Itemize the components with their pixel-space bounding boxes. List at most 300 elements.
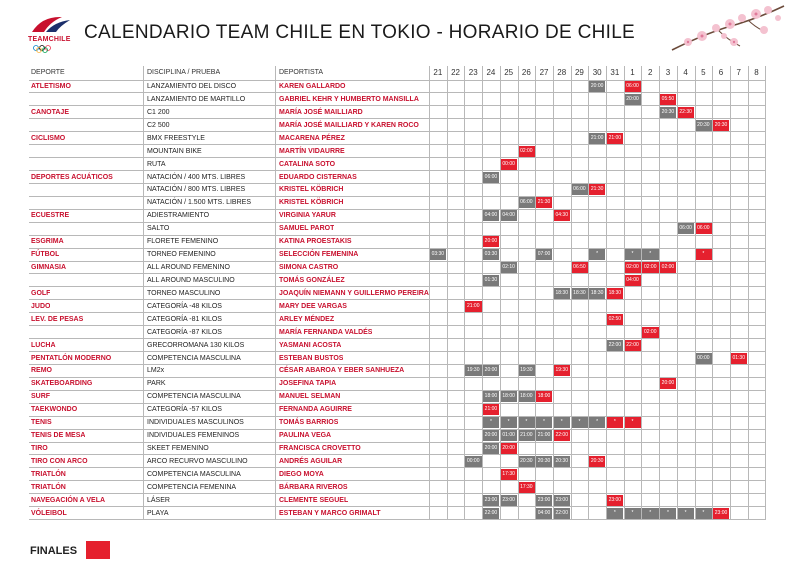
sport-cell: PENTATLÓN MODERNO xyxy=(31,354,112,362)
final-time-cell: 06:50 xyxy=(571,262,588,273)
table-row xyxy=(29,455,769,468)
row-divider xyxy=(29,144,766,145)
athlete-cell: FRANCISCA CROVETTO xyxy=(279,445,361,453)
event-time-cell: 23:00 xyxy=(553,495,570,506)
table-row xyxy=(29,209,769,222)
sport-cell: ECUESTRE xyxy=(31,212,70,220)
olympic-rings-icon xyxy=(32,45,62,53)
row-divider xyxy=(29,325,766,326)
discipline-cell: TORNEO FEMENINO xyxy=(147,251,216,259)
row-divider xyxy=(29,519,766,520)
final-time-cell: 20:30 xyxy=(589,456,606,467)
final-time-cell: 06:00 xyxy=(695,223,712,234)
final-time-cell: 22:00 xyxy=(553,430,570,441)
event-time-cell: * xyxy=(695,508,712,519)
event-time-cell: 22:00 xyxy=(607,340,624,351)
table-row xyxy=(29,494,769,507)
event-time-cell: 07:00 xyxy=(536,249,553,260)
final-time-cell: 20:00 xyxy=(660,378,677,389)
discipline-cell: NATACIÓN / 1.500 MTS. LIBRES xyxy=(147,199,251,207)
cherry-blossom-icon xyxy=(668,2,786,54)
athlete-cell: TOMÁS GONZÁLEZ xyxy=(279,276,345,284)
event-time-cell: * xyxy=(553,417,570,428)
sport-cell: CANOTAJE xyxy=(31,108,69,116)
row-divider xyxy=(29,222,766,223)
day-header: 21 xyxy=(433,68,443,77)
event-time-cell: 23:00 xyxy=(483,495,500,506)
discipline-cell: ALL AROUND FEMENINO xyxy=(147,264,230,272)
column-divider xyxy=(606,66,607,520)
column-divider xyxy=(553,66,554,520)
column-divider xyxy=(730,66,731,520)
sport-cell: ESGRIMA xyxy=(31,238,64,246)
discipline-cell: LM2x xyxy=(147,367,165,375)
final-time-cell: 18:30 xyxy=(607,288,624,299)
final-time-cell: 20:00 xyxy=(500,443,517,454)
day-header: 7 xyxy=(736,68,741,77)
page-header xyxy=(0,0,800,62)
row-divider xyxy=(29,183,766,184)
athlete-cell: KRISTEL KÖBRICH xyxy=(279,186,344,194)
discipline-cell: COMPETENCIA MASCULINA xyxy=(147,470,241,478)
day-header: 26 xyxy=(521,68,531,77)
event-time-cell: * xyxy=(589,249,606,260)
event-time-cell: * xyxy=(642,249,659,260)
athlete-cell: MARTÍN VIDAURRE xyxy=(279,147,345,155)
day-header: 22 xyxy=(451,68,460,77)
event-time-cell: 19:30 xyxy=(465,365,482,376)
discipline-cell: NATACIÓN / 400 MTS. LIBRES xyxy=(147,173,246,181)
day-header: 6 xyxy=(718,68,724,77)
column-divider xyxy=(641,66,642,520)
table-row xyxy=(29,507,769,520)
table-row xyxy=(29,183,769,196)
day-header: 2 xyxy=(648,68,653,77)
event-time-cell: 04:00 xyxy=(483,210,500,221)
discipline-cell: INDIVIDUALES MASCULINOS xyxy=(147,419,244,427)
row-divider xyxy=(29,105,766,106)
final-time-cell: 22:30 xyxy=(677,107,694,118)
discipline-cell: MOUNTAIN BIKE xyxy=(147,147,202,155)
final-time-cell: 02:00 xyxy=(518,146,535,157)
row-divider xyxy=(29,493,766,494)
table-row xyxy=(29,429,769,442)
table-row xyxy=(29,442,769,455)
discipline-cell: SKEET FEMENINO xyxy=(147,445,209,453)
row-divider xyxy=(29,92,766,93)
final-time-cell: 04:00 xyxy=(624,275,641,286)
table-row xyxy=(29,274,769,287)
day-header: 29 xyxy=(574,68,584,77)
event-time-cell: 20:00 xyxy=(624,94,641,105)
table-row xyxy=(29,158,769,171)
row-divider xyxy=(29,299,766,300)
discipline-cell: NATACIÓN / 800 MTS. LIBRES xyxy=(147,186,246,194)
row-divider xyxy=(29,351,766,352)
final-time-cell: 22:00 xyxy=(624,340,641,351)
athlete-cell: MACARENA PÉREZ xyxy=(279,134,345,142)
event-time-cell: * xyxy=(536,417,553,428)
row-divider xyxy=(29,118,766,119)
event-time-cell: 20:30 xyxy=(518,456,535,467)
discipline-cell: PARK xyxy=(147,380,166,388)
final-time-cell: 02:00 xyxy=(624,262,641,273)
discipline-cell: BMX FREESTYLE xyxy=(147,134,205,142)
table-row xyxy=(29,248,769,261)
sport-cell: VÓLEIBOL xyxy=(31,509,67,517)
discipline-cell: GRECORROMANA 130 KILOS xyxy=(147,341,245,349)
athlete-cell: ESTEBAN BUSTOS xyxy=(279,354,344,362)
event-time-cell: 20:30 xyxy=(553,456,570,467)
sport-cell: REMO xyxy=(31,367,52,375)
discipline-cell: ARCO RECURVO MASCULINO xyxy=(147,457,248,465)
row-divider xyxy=(29,80,766,81)
table-header-row xyxy=(29,66,769,79)
athlete-cell: CLEMENTE SEGUEL xyxy=(279,496,349,504)
day-header: 27 xyxy=(539,68,549,77)
event-time-cell: * xyxy=(642,508,659,519)
discipline-cell: LÁSER xyxy=(147,496,170,504)
logo-mark-icon xyxy=(28,14,74,36)
athlete-cell: ARLEY MÉNDEZ xyxy=(279,315,335,323)
event-time-cell: 00:00 xyxy=(465,456,482,467)
event-time-cell: 21:00 xyxy=(518,430,535,441)
final-time-cell: * xyxy=(695,249,712,260)
discipline-cell: LANZAMIENTO DE MARTILLO xyxy=(147,95,246,103)
event-time-cell: * xyxy=(589,417,606,428)
final-time-cell: 20:30 xyxy=(713,120,730,131)
sport-cell: ATLETISMO xyxy=(31,83,71,90)
event-time-cell: 03:30 xyxy=(483,249,500,260)
final-time-cell: 00:00 xyxy=(500,159,517,170)
event-time-cell: 18:30 xyxy=(553,288,570,299)
row-divider xyxy=(29,261,766,262)
row-divider xyxy=(29,312,766,313)
discipline-cell: COMPETENCIA MASCULINA xyxy=(147,354,241,362)
day-header: 24 xyxy=(486,68,496,77)
table-row xyxy=(29,287,769,300)
event-time-cell: 18:00 xyxy=(483,391,500,402)
table-row xyxy=(29,416,769,429)
final-time-cell: 21:00 xyxy=(607,133,624,144)
event-time-cell: 23:00 xyxy=(536,495,553,506)
sport-cell: TRIATLÓN xyxy=(31,470,66,478)
athlete-cell: KATINA PROESTAKIS xyxy=(279,238,352,246)
day-header: 30 xyxy=(592,68,602,77)
column-divider xyxy=(482,66,483,520)
day-header: 1 xyxy=(630,68,635,77)
event-time-cell: 06:00 xyxy=(483,172,500,183)
row-divider xyxy=(29,235,766,236)
column-divider xyxy=(535,66,536,520)
column-divider xyxy=(712,66,713,520)
event-time-cell: 21:00 xyxy=(589,133,606,144)
table-row xyxy=(29,106,769,119)
column-divider xyxy=(143,66,144,520)
event-time-cell: * xyxy=(483,417,500,428)
event-time-cell: 06:00 xyxy=(571,184,588,195)
sport-cell: GOLF xyxy=(31,289,51,297)
athlete-cell: MARÍA JOSÉ MAILLIARD xyxy=(279,108,363,116)
table-row xyxy=(29,339,769,352)
column-divider xyxy=(677,66,678,520)
row-divider xyxy=(29,403,766,404)
table-row xyxy=(29,468,769,481)
final-time-cell: 23:00 xyxy=(713,508,730,519)
day-header: 23 xyxy=(468,68,478,77)
discipline-cell: CATEGORÍA -57 KILOS xyxy=(147,406,222,414)
column-divider xyxy=(464,66,465,520)
final-time-cell: 21:30 xyxy=(589,184,606,195)
event-time-cell: 04:00 xyxy=(536,508,553,519)
discipline-cell: RUTA xyxy=(147,160,166,168)
row-divider xyxy=(29,338,766,339)
row-divider xyxy=(29,377,766,378)
row-divider xyxy=(29,429,766,430)
discipline-cell: ADIESTRAMIENTO xyxy=(147,212,210,220)
row-divider xyxy=(29,170,766,171)
sport-cell: TENIS DE MESA xyxy=(31,432,86,440)
sport-cell: TRIATLÓN xyxy=(31,483,66,491)
final-time-cell: 04:30 xyxy=(553,210,570,221)
final-time-cell: 18:00 xyxy=(536,391,553,402)
athlete-cell: VIRGINIA YARUR xyxy=(279,212,336,220)
athlete-cell: JOAQUÍN NIEMANN Y GUILLERMO PEREIRA xyxy=(279,289,429,297)
sport-cell: SKATEBOARDING xyxy=(31,380,93,388)
event-time-cell: 20:00 xyxy=(589,81,606,92)
final-time-cell: 02:00 xyxy=(660,262,677,273)
sport-cell: NAVEGACIÓN A VELA xyxy=(31,496,106,504)
column-divider xyxy=(748,66,749,520)
event-time-cell: * xyxy=(660,508,677,519)
table-row xyxy=(29,403,769,416)
event-time-cell: 18:30 xyxy=(589,288,606,299)
sport-cell: TIRO xyxy=(31,445,48,453)
legend-final-swatch xyxy=(86,541,110,559)
athlete-cell: GABRIEL KEHR Y HUMBERTO MANSILLA xyxy=(279,95,419,103)
table-row xyxy=(29,313,769,326)
sport-cell: LEV. DE PESAS xyxy=(31,315,84,323)
event-time-cell: 03:30 xyxy=(430,249,447,260)
column-header-discipline: DISCIPLINA / PRUEBA xyxy=(147,69,221,76)
event-time-cell: * xyxy=(518,417,535,428)
final-time-cell: 17:30 xyxy=(518,482,535,493)
row-divider xyxy=(29,480,766,481)
event-time-cell: * xyxy=(677,508,694,519)
sport-cell: FÚTBOL xyxy=(31,251,60,259)
column-divider xyxy=(588,66,589,520)
row-divider xyxy=(29,416,766,417)
event-time-cell: 02:10 xyxy=(500,262,517,273)
athlete-cell: ANDRÉS AGUILAR xyxy=(279,457,343,465)
column-divider xyxy=(500,66,501,520)
athlete-cell: JOSEFINA TAPIA xyxy=(279,380,337,388)
row-divider xyxy=(29,196,766,197)
athlete-cell: CÉSAR ABAROA Y EBER SANHUEZA xyxy=(279,367,405,375)
table-row xyxy=(29,481,769,494)
athlete-cell: YASMANI ACOSTA xyxy=(279,341,342,349)
discipline-cell: ALL AROUND MASCULINO xyxy=(147,276,235,284)
final-time-cell: 06:00 xyxy=(624,81,641,92)
athlete-cell: MARÍA FERNANDA VALDÉS xyxy=(279,328,373,336)
event-time-cell: * xyxy=(500,417,517,428)
discipline-cell: INDIVIDUALES FEMENINOS xyxy=(147,432,240,440)
sport-cell: CICLISMO xyxy=(31,134,66,142)
discipline-cell: COMPETENCIA MASCULINA xyxy=(147,393,241,401)
row-divider xyxy=(29,209,766,210)
sport-cell: SURF xyxy=(31,393,51,401)
event-time-cell: 18:30 xyxy=(571,288,588,299)
event-time-cell: * xyxy=(624,508,641,519)
event-time-cell: 01:00 xyxy=(500,430,517,441)
event-time-cell: 20:00 xyxy=(483,365,500,376)
table-row xyxy=(29,377,769,390)
sport-cell: LUCHA xyxy=(31,341,56,349)
athlete-cell: SELECCIÓN FEMENINA xyxy=(279,251,359,259)
column-divider xyxy=(518,66,519,520)
table-row xyxy=(29,80,769,93)
athlete-cell: KAREN GALLARDO xyxy=(279,83,346,90)
row-divider xyxy=(29,390,766,391)
event-time-cell: 20:30 xyxy=(660,107,677,118)
event-time-cell: 20:00 xyxy=(483,430,500,441)
table-row xyxy=(29,364,769,377)
column-divider xyxy=(571,66,572,520)
table-row xyxy=(29,196,769,209)
athlete-cell: FERNANDA AGUIRRE xyxy=(279,406,352,414)
row-divider xyxy=(29,273,766,274)
discipline-cell: LANZAMIENTO DEL DISCO xyxy=(147,83,237,90)
column-divider xyxy=(695,66,696,520)
event-time-cell: 19:30 xyxy=(518,365,535,376)
event-time-cell: 20:30 xyxy=(695,120,712,131)
team-chile-logo xyxy=(28,14,74,54)
event-time-cell: * xyxy=(571,417,588,428)
event-time-cell: 20:30 xyxy=(536,456,553,467)
day-header: 8 xyxy=(754,68,759,77)
day-header: 5 xyxy=(701,68,706,77)
athlete-cell: SIMONA CASTRO xyxy=(279,264,339,272)
discipline-cell: CATEGORÍA -87 KILOS xyxy=(147,328,222,336)
row-divider xyxy=(29,467,766,468)
row-divider xyxy=(29,286,766,287)
sport-cell: JUDO xyxy=(31,302,51,310)
final-time-cell: 23:00 xyxy=(607,495,624,506)
day-header: 4 xyxy=(683,68,688,77)
discipline-cell: C2 500 xyxy=(147,121,170,129)
column-divider xyxy=(624,66,625,520)
athlete-cell: CATALINA SOTO xyxy=(279,160,336,168)
athlete-cell: MARÍA JOSÉ MAILLIARD Y KAREN ROCO xyxy=(279,121,419,129)
event-time-cell: 20:00 xyxy=(483,443,500,454)
event-time-cell: 22:00 xyxy=(553,508,570,519)
row-divider xyxy=(29,248,766,249)
column-divider xyxy=(765,66,766,520)
discipline-cell: TORNEO MASCULINO xyxy=(147,289,221,297)
event-time-cell: 23:00 xyxy=(500,495,517,506)
event-time-cell: 21:00 xyxy=(536,430,553,441)
athlete-cell: PAULINA VEGA xyxy=(279,432,332,440)
table-row xyxy=(29,390,769,403)
table-row xyxy=(29,326,769,339)
final-time-cell: * xyxy=(624,417,641,428)
legend-label: FINALES xyxy=(30,545,78,557)
event-time-cell: 06:00 xyxy=(518,197,535,208)
final-time-cell: 05:50 xyxy=(660,94,677,105)
athlete-cell: TOMÁS BARRIOS xyxy=(279,419,339,427)
athlete-cell: DIEGO MOYA xyxy=(279,470,324,478)
discipline-cell: COMPETENCIA FEMENINA xyxy=(147,483,237,491)
event-time-cell: 06:00 xyxy=(677,223,694,234)
final-time-cell: 21:00 xyxy=(483,404,500,415)
event-time-cell: 18:00 xyxy=(500,391,517,402)
row-divider xyxy=(29,506,766,507)
event-time-cell: 18:00 xyxy=(518,391,535,402)
column-divider xyxy=(447,66,448,520)
sport-cell: GIMNASIA xyxy=(31,264,66,272)
column-header-sport: DEPORTE xyxy=(31,69,65,76)
sport-cell: TIRO CON ARCO xyxy=(31,457,88,465)
discipline-cell: SALTO xyxy=(147,225,170,233)
discipline-cell: PLAYA xyxy=(147,509,169,517)
table-row xyxy=(29,300,769,313)
table-row xyxy=(29,235,769,248)
discipline-cell: CATEGORÍA -48 KILOS xyxy=(147,302,222,310)
table-row xyxy=(29,352,769,365)
event-time-cell: * xyxy=(624,249,641,260)
final-time-cell: 01:30 xyxy=(730,353,747,364)
athlete-cell: EDUARDO CISTERNAS xyxy=(279,173,357,181)
column-header-athlete: DEPORTISTA xyxy=(279,69,324,76)
sport-cell: TAEKWONDO xyxy=(31,406,78,414)
final-time-cell: * xyxy=(607,417,624,428)
table-row xyxy=(29,132,769,145)
final-time-cell: 20:00 xyxy=(483,236,500,247)
final-time-cell: 21:00 xyxy=(465,301,482,312)
event-time-cell: 22:00 xyxy=(483,508,500,519)
row-divider xyxy=(29,364,766,365)
day-header: 3 xyxy=(665,68,671,77)
sport-cell: TENIS xyxy=(31,419,52,427)
discipline-cell: CATEGORÍA -81 KILOS xyxy=(147,315,222,323)
final-time-cell: 21:30 xyxy=(536,197,553,208)
row-divider xyxy=(29,131,766,132)
athlete-cell: MARY DEE VARGAS xyxy=(279,302,347,310)
athlete-cell: BÁRBARA RIVEROS xyxy=(279,483,348,491)
discipline-cell: C1 200 xyxy=(147,108,170,116)
athlete-cell: MANUEL SELMAN xyxy=(279,393,341,401)
final-time-cell: 02:50 xyxy=(607,314,624,325)
sport-cell: DEPORTES ACUÁTICOS xyxy=(31,173,113,181)
page-title: CALENDARIO TEAM CHILE EN TOKIO - HORARIO DE CHILE xyxy=(84,22,636,43)
row-divider xyxy=(29,442,766,443)
table-row xyxy=(29,119,769,132)
final-time-cell: 17:30 xyxy=(500,469,517,480)
event-time-cell: 00:00 xyxy=(695,353,712,364)
event-time-cell: 01:30 xyxy=(483,275,500,286)
day-header: 25 xyxy=(504,68,514,77)
event-time-cell: * xyxy=(607,508,624,519)
final-time-cell: 19:30 xyxy=(553,365,570,376)
athlete-cell: ESTEBAN Y MARCO GRIMALT xyxy=(279,509,381,517)
final-time-cell: 02:00 xyxy=(642,262,659,273)
event-time-cell: 04:00 xyxy=(500,210,517,221)
final-time-cell: 02:00 xyxy=(642,327,659,338)
athlete-cell: SAMUEL PAROT xyxy=(279,225,335,233)
table-row xyxy=(29,222,769,235)
table-row xyxy=(29,93,769,106)
table-row xyxy=(29,171,769,184)
